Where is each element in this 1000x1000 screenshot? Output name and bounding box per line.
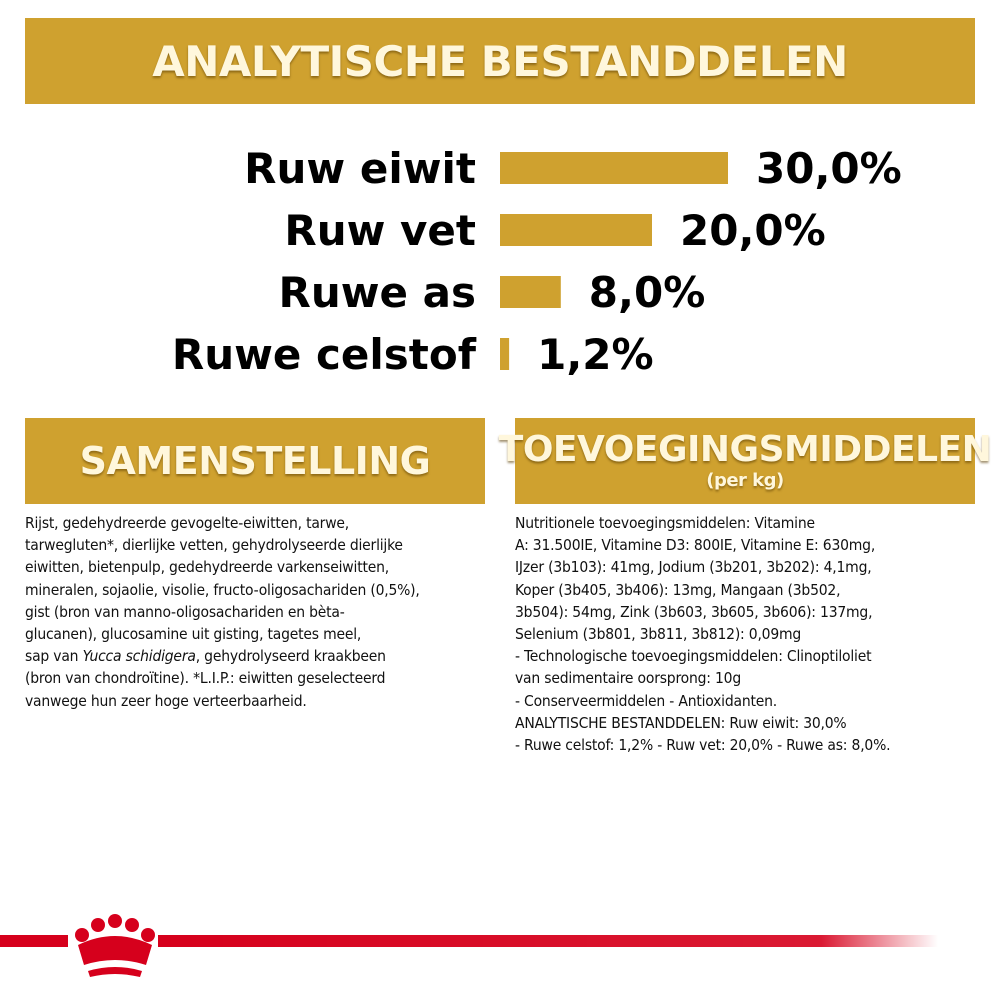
composition-text: Rijst, gedehydreerde gevogelte-eiwitten, tarwe, tarwegluten*, dierlijke vetten, gehydrolyseerde dierlijke eiwitten, bietenpulp, gedehydreerde varkenseiwitten, mineralen, sojaolie, visolie, fructo-oligosachariden (0,5%), gist (bron van manno-oligosachariden en bèta- glucanen), glucosamine uit gisting, tagetes meel, sap van Yucca schidigera, gehydrolyseerd kraakbeen (bron van chondroïtine). *L.I.P.: eiwitten geselecteerd vanwege hun zeer hoge verteerbaarheid. [25, 514, 420, 710]
value-label: 30,0% [756, 144, 902, 193]
footer-line-right [158, 935, 938, 947]
composition-title: SAMENSTELLING [79, 439, 431, 483]
category-label: Ruw vet [284, 206, 476, 255]
value-label: 8,0% [588, 268, 706, 317]
category-label: Ruw eiwit [244, 144, 476, 193]
analytical-bar-chart [0, 130, 1000, 400]
composition-banner [25, 418, 485, 504]
category-label: Ruwe celstof [171, 330, 476, 379]
additives-subtitle: (per kg) [706, 470, 784, 491]
value-label: 20,0% [680, 206, 826, 255]
royal-crown-icon [75, 914, 155, 977]
analytical-header-banner [25, 18, 975, 104]
bar [500, 338, 509, 370]
category-label: Ruwe as [278, 268, 476, 317]
bar [500, 276, 561, 308]
bar [500, 152, 728, 184]
value-label: 1,2% [537, 330, 654, 379]
analytical-title: ANALYTISCHE BESTANDDELEN [152, 36, 848, 86]
footer-decoration [0, 905, 1000, 985]
additives-title: TOEVOEGINGSMIDDELEN [498, 429, 992, 470]
additives-banner [498, 418, 992, 504]
additives-text: Nutritionele toevoegingsmiddelen: Vitamine A: 31.500IE, Vitamine D3: 800IE, Vitamine E: 630mg, IJzer (3b103): 41mg, Jodium (3b201, 3b202): 4,1mg, Koper (3b405, 3b406): 13mg, Mangaan (3b502, 3b504): 54mg, Zink (3b603, 3b605, 3b606): 137mg, Selenium (3b801, 3b811, 3b812): 0,09mg - Technologische toevoegingsmiddelen: Clinoptiloliet van sedimentaire oorsprong: 10g - Conserveermiddelen - Antioxidanten. ANALYTISCHE BESTANDDELEN: Ruw eiwit: 30,0% - Ruwe celstof: 1,2% - Ruw vet: 20,0% - Ruwe as: 8,0%. [515, 514, 891, 755]
bar [500, 214, 652, 246]
footer-line-left [0, 935, 68, 947]
species-name: Yucca schidigera [82, 647, 196, 666]
